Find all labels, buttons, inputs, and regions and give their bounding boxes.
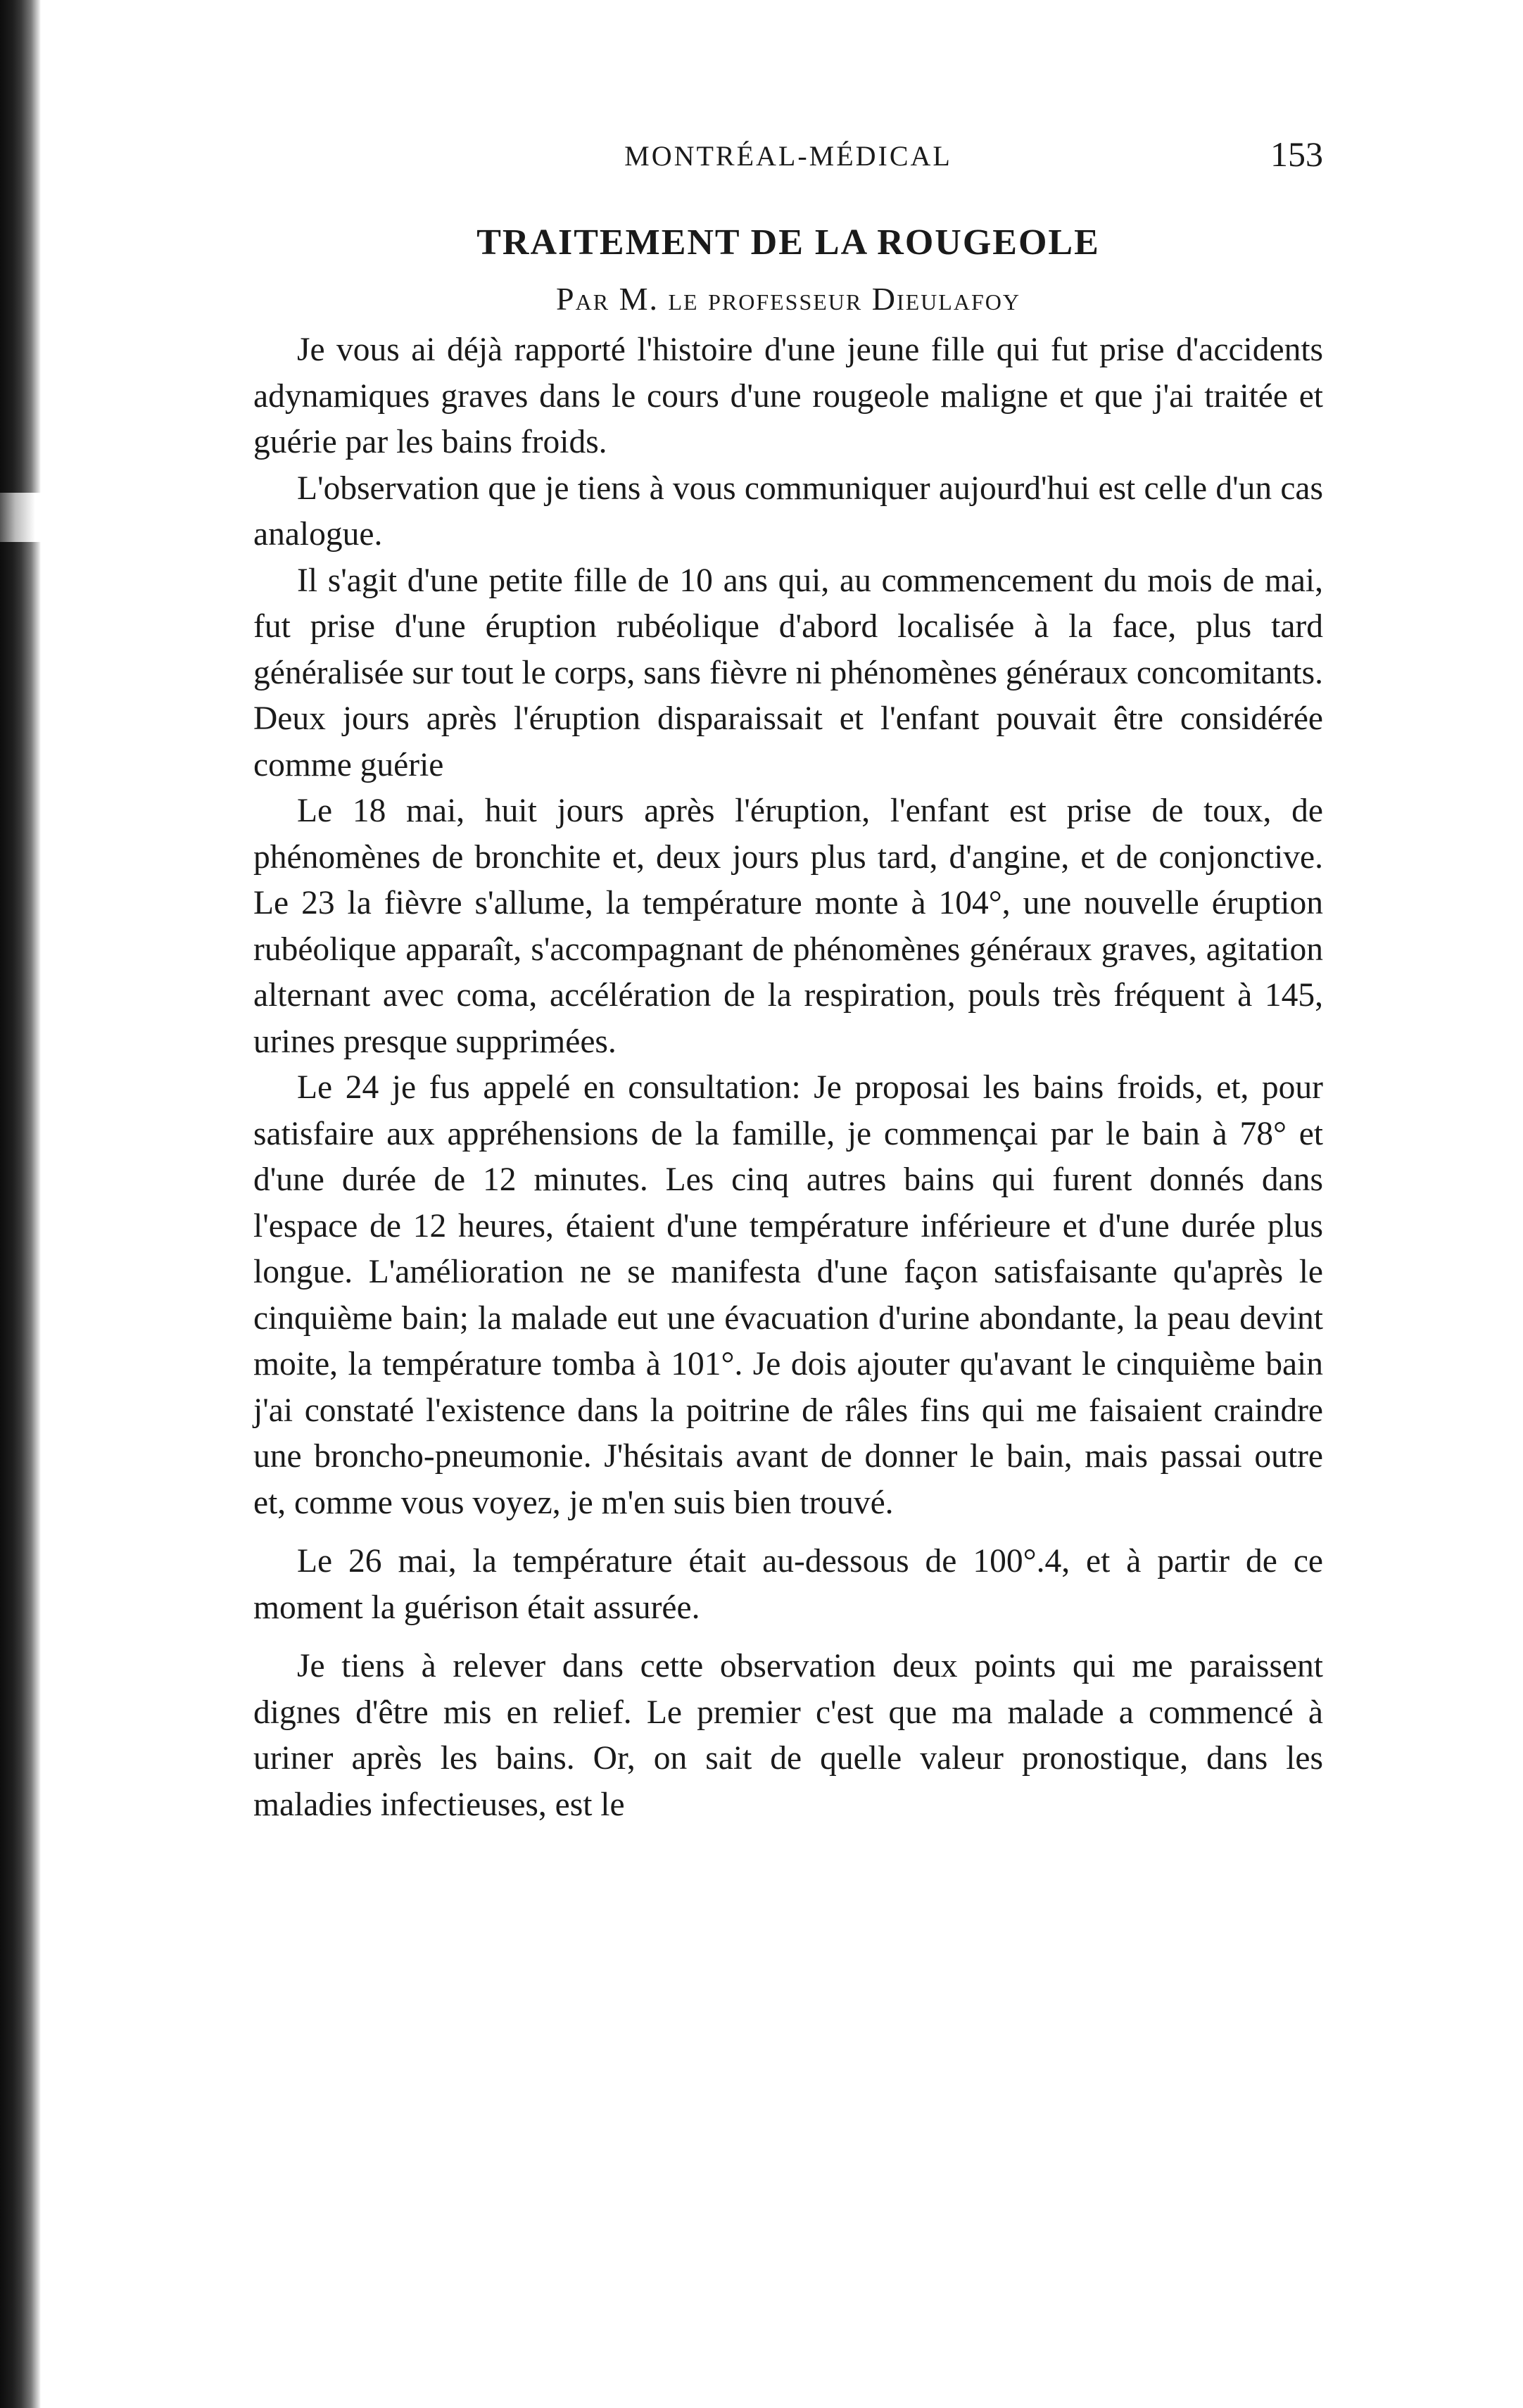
article-author: Par M. le professeur Dieulafoy xyxy=(556,281,1020,317)
paragraph: Il s'agit d'une petite fille de 10 ans qui, au commencement du mois de mai, fut prise d'une éruption rubéolique d'abord localisée à la face, plus tard généralisée sur tout le corps, sans fièvre ni phénomènes généraux concomitants. Deux jours après l'éruption disparaissait et l'enfant pouvait être considérée comme guérie xyxy=(253,562,1323,783)
paragraph: Je vous ai déjà rapporté l'histoire d'une jeune fille qui fut prise d'accidents adynamiques graves dans le cours d'une rougeole maligne et que j'ai traitée et guérie par les bains froids. xyxy=(253,332,1323,460)
page-binding-shadow xyxy=(0,0,41,2408)
paragraph: Le 24 je fus appelé en consultation: Je proposai les bains froids, et, pour satisfaire aux appréhensions de la famille, je commençai par le bain à 78° et d'une durée de 12 minutes. Les cinq autres bains qui furent donnés dans l'espace de 12 heures, étaient d'une température inférieure et d'une durée plus longue. L'amélioration ne se manifesta d'une façon satisfaisante qu'après le cinquième bain; la malade eut une évacuation d'urine abondante, la peau devint moite, la température tomba à 101°. Je dois ajouter qu'avant le cinquième bain j'ai constaté l'existence dans la poitrine de râles fins qui me faisaient craindre une broncho-pneumonie. J'hésitais avant de donner le bain, mais passai outre et, comme vous voyez, je m'en suis bien trouvé. xyxy=(253,1069,1323,1521)
running-title: MONTRÉAL-MÉDICAL xyxy=(624,140,952,172)
paragraph: Le 18 mai, huit jours après l'éruption, l'enfant est prise de toux, de phénomènes de bronchite et, deux jours plus tard, d'angine, et de conjonctive. Le 23 la fièvre s'allume, la température monte à 104°, une nouvelle éruption rubéolique apparaît, s'accompagnant de phénomènes généraux graves, agitation alternant avec coma, accélération de la respiration, pouls très fréquent à 145, urines presque supprimées. xyxy=(253,793,1323,1060)
paragraph: Je tiens à relever dans cette observation deux points qui me paraissent dignes d'être mis en relief. Le premier c'est que ma malade a commencé à uriner après les bains. Or, on sait de quelle valeur pronostique, dans les maladies infectieuses, est le xyxy=(253,1648,1323,1823)
paragraph: L'observation que je tiens à vous communiquer aujourd'hui est celle d'un cas analogue. xyxy=(253,469,1323,553)
page-binding-gap xyxy=(0,493,41,542)
article-title: TRAITEMENT DE LA ROUGEOLE xyxy=(476,222,1100,263)
paragraph: Le 26 mai, la température était au-dessous de 100°.4, et à partir de ce moment la guérison était assurée. xyxy=(253,1543,1323,1626)
page-number: 153 xyxy=(1270,134,1323,174)
running-head xyxy=(253,127,1323,183)
book-page xyxy=(253,127,1323,1828)
